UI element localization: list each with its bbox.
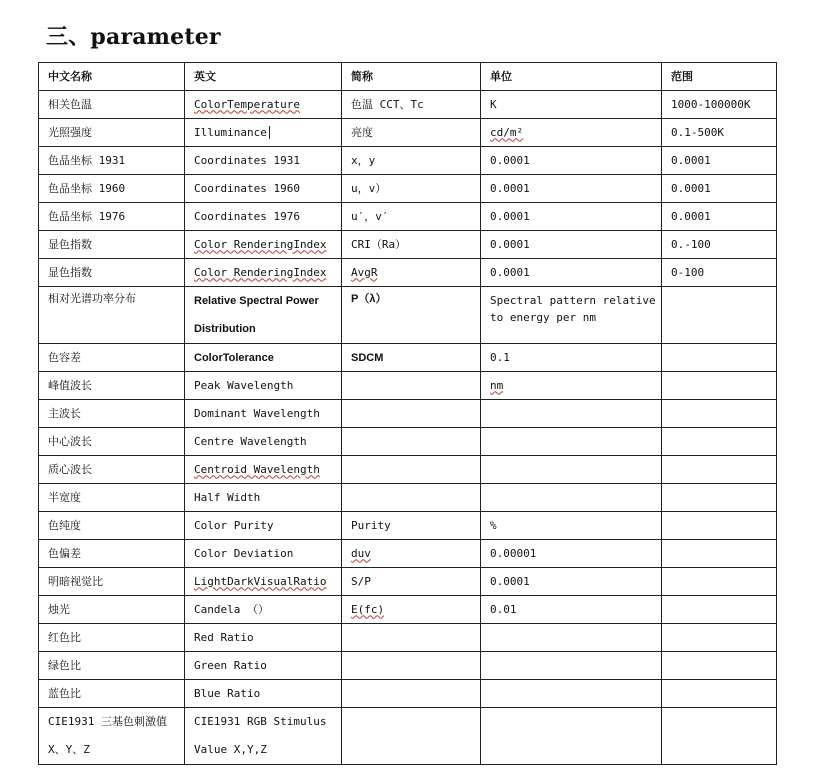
- cell-en-text: Color RenderingIndex: [194, 265, 327, 279]
- cell-abbr: u′，v′: [342, 203, 481, 231]
- cell-cn: 主波长: [39, 400, 185, 428]
- cell-unit: 0.1: [481, 344, 662, 372]
- cell-abbr: [342, 540, 481, 568]
- cell-abbr-text: duv: [351, 546, 371, 560]
- cell-en-text: LightDarkVisualRatio: [194, 574, 327, 588]
- cell-en-text: Centroid Wavelength: [194, 462, 320, 476]
- cell-unit: [481, 428, 662, 456]
- cell-range: 0-100: [662, 259, 777, 287]
- cell-cn: [39, 708, 185, 765]
- cell-abbr: 色温 CCT、Tc: [342, 91, 481, 119]
- cell-unit: 0.0001: [481, 203, 662, 231]
- cell-range: 0.1-500K: [662, 119, 777, 147]
- cell-unit: 0.01: [481, 596, 662, 624]
- cell-range: [662, 344, 777, 372]
- cell-abbr: [342, 680, 481, 708]
- cell-cn: 显色指数: [39, 231, 185, 259]
- table-row: [39, 372, 777, 400]
- header-unit: 单位: [481, 63, 662, 91]
- cell-unit: [481, 652, 662, 680]
- cell-range: 0.0001: [662, 175, 777, 203]
- cell-range: [662, 484, 777, 512]
- cell-abbr: x，y: [342, 147, 481, 175]
- cell-en: Dominant Wavelength: [185, 400, 342, 428]
- cell-en: [185, 259, 342, 287]
- header-range: 范围: [662, 63, 777, 91]
- cell-unit: [481, 708, 662, 765]
- cell-abbr: S/P: [342, 568, 481, 596]
- cell-range: [662, 372, 777, 400]
- cell-range: 0.-100: [662, 231, 777, 259]
- cell-abbr: [342, 652, 481, 680]
- cell-en: Color Deviation: [185, 540, 342, 568]
- cell-abbr: [342, 259, 481, 287]
- cell-cn: 峰值波长: [39, 372, 185, 400]
- cell-range: 1000-100000K: [662, 91, 777, 119]
- table-row: [39, 624, 777, 652]
- cell-cn-line1: CIE1931 三基色刺激值: [48, 715, 167, 728]
- cell-abbr: [342, 484, 481, 512]
- cell-unit: 0.0001: [481, 175, 662, 203]
- cell-cn: 光照强度: [39, 119, 185, 147]
- cell-cn: 显色指数: [39, 259, 185, 287]
- cell-cn: 相对光谱功率分布: [39, 287, 185, 344]
- cell-en: Coordinates 1976: [185, 203, 342, 231]
- cell-unit: [481, 400, 662, 428]
- table-row: [39, 91, 777, 119]
- cell-en: [185, 91, 342, 119]
- table-row: [39, 428, 777, 456]
- table-row: [39, 456, 777, 484]
- cell-en: [185, 231, 342, 259]
- cell-en-line2: Value X,Y,Z: [194, 743, 267, 756]
- cell-cn: 半宽度: [39, 484, 185, 512]
- cell-en-text: ColorTemperature: [194, 97, 300, 111]
- cell-range: [662, 287, 777, 344]
- table-row: [39, 259, 777, 287]
- cell-range: [662, 708, 777, 765]
- table-row: [39, 652, 777, 680]
- cell-unit: [481, 680, 662, 708]
- cell-range: [662, 568, 777, 596]
- cell-cn: 中心波长: [39, 428, 185, 456]
- cell-unit: %: [481, 512, 662, 540]
- cell-abbr: CRI（Ra）: [342, 231, 481, 259]
- cell-abbr: Purity: [342, 512, 481, 540]
- cell-range: 0.0001: [662, 147, 777, 175]
- cell-unit-text: cd/m²: [490, 125, 524, 139]
- cell-unit: 0.0001: [481, 568, 662, 596]
- table-row: [39, 147, 777, 175]
- cell-en: Blue Ratio: [185, 680, 342, 708]
- cell-cn: 蓝色比: [39, 680, 185, 708]
- table-row: [39, 708, 777, 765]
- cell-abbr-text: E(fc): [351, 602, 385, 616]
- cell-cn: 色品坐标 1960: [39, 175, 185, 203]
- cell-range: [662, 540, 777, 568]
- cell-range: [662, 428, 777, 456]
- header-chinese-name: 中文名称: [39, 63, 185, 91]
- cell-unit: [481, 484, 662, 512]
- parameter-table: [38, 62, 777, 765]
- cell-cn: 质心波长: [39, 456, 185, 484]
- table-row: [39, 512, 777, 540]
- cell-range: [662, 624, 777, 652]
- cell-cn: 红色比: [39, 624, 185, 652]
- cell-unit: 0.0001: [481, 259, 662, 287]
- cell-en: Candela （）: [185, 596, 342, 624]
- cell-en: Peak Wavelength: [185, 372, 342, 400]
- cell-cn: 绿色比: [39, 652, 185, 680]
- cell-en-line1: Relative Spectral Power: [194, 295, 319, 307]
- table-row: [39, 287, 777, 344]
- cell-en: [185, 568, 342, 596]
- cell-en: Red Ratio: [185, 624, 342, 652]
- cell-unit: [481, 456, 662, 484]
- cell-en: Coordinates 1960: [185, 175, 342, 203]
- cell-cn: 明暗视觉比: [39, 568, 185, 596]
- table-row: [39, 203, 777, 231]
- cell-abbr: [342, 400, 481, 428]
- cell-en: [185, 119, 342, 147]
- cell-abbr: [342, 456, 481, 484]
- cell-unit: Spectral pattern relative to energy per nm: [481, 287, 662, 344]
- cell-abbr-text: AvgR: [351, 265, 378, 279]
- cell-en: Coordinates 1931: [185, 147, 342, 175]
- table-row: [39, 175, 777, 203]
- cell-unit: 0.0001: [481, 147, 662, 175]
- cell-en: Green Ratio: [185, 652, 342, 680]
- table-row: [39, 400, 777, 428]
- cell-unit: 0.00001: [481, 540, 662, 568]
- cell-range: [662, 456, 777, 484]
- cell-range: [662, 596, 777, 624]
- cell-en-line2: Distribution: [194, 323, 256, 335]
- cell-cn: 色品坐标 1976: [39, 203, 185, 231]
- cell-en: Centre Wavelength: [185, 428, 342, 456]
- cell-abbr: [342, 428, 481, 456]
- page-title: 三、parameter: [46, 24, 221, 50]
- cell-unit: [481, 372, 662, 400]
- table-row: [39, 119, 777, 147]
- cell-range: [662, 400, 777, 428]
- cell-range: [662, 680, 777, 708]
- cell-cn-line2: X、Y、Z: [48, 743, 90, 756]
- table-row: [39, 231, 777, 259]
- table-row: [39, 568, 777, 596]
- cell-en-text: Color RenderingIndex: [194, 237, 327, 251]
- cell-en: Color Purity: [185, 512, 342, 540]
- cell-cn: 色品坐标 1931: [39, 147, 185, 175]
- cell-range: 0.0001: [662, 203, 777, 231]
- cell-unit: [481, 624, 662, 652]
- cell-abbr: 亮度: [342, 119, 481, 147]
- cell-en-text: Illuminance: [194, 126, 270, 139]
- table-header-row: [39, 63, 777, 91]
- cell-abbr: P（λ）: [342, 287, 481, 344]
- cell-cn: 烛光: [39, 596, 185, 624]
- cell-range: [662, 512, 777, 540]
- table-row: [39, 680, 777, 708]
- cell-unit: 0.0001: [481, 231, 662, 259]
- cell-en: Half Width: [185, 484, 342, 512]
- header-english: 英文: [185, 63, 342, 91]
- cell-abbr: [342, 372, 481, 400]
- table-row: [39, 344, 777, 372]
- cell-cn: 色偏差: [39, 540, 185, 568]
- cell-en: [185, 456, 342, 484]
- cell-abbr: SDCM: [342, 344, 481, 372]
- cell-cn: 色容差: [39, 344, 185, 372]
- table-row: [39, 540, 777, 568]
- cell-range: [662, 652, 777, 680]
- cell-unit-text: nm: [490, 378, 504, 392]
- cell-en: [185, 287, 342, 344]
- cell-abbr: [342, 624, 481, 652]
- cell-abbr: [342, 596, 481, 624]
- cell-cn: 相关色温: [39, 91, 185, 119]
- table-row: [39, 484, 777, 512]
- cell-unit: [481, 119, 662, 147]
- cell-abbr: [342, 708, 481, 765]
- cell-en: [185, 708, 342, 765]
- cell-cn: 色纯度: [39, 512, 185, 540]
- cell-abbr: u，v）: [342, 175, 481, 203]
- header-abbreviation: 简称: [342, 63, 481, 91]
- cell-en: ColorTolerance: [185, 344, 342, 372]
- cell-en-line1: CIE1931 RGB Stimulus: [194, 715, 327, 728]
- table-row: [39, 596, 777, 624]
- cell-unit: K: [481, 91, 662, 119]
